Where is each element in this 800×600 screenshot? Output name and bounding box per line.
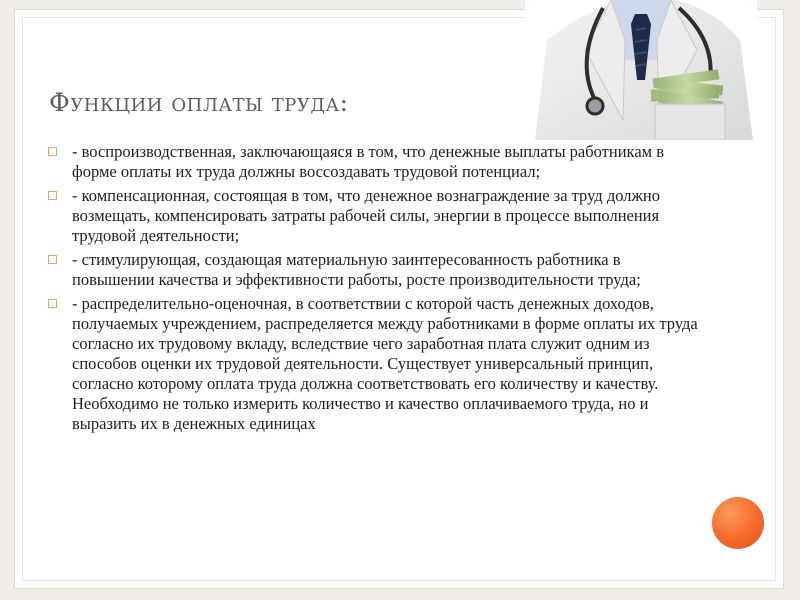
list-item [48, 294, 698, 434]
square-bullet-icon [48, 191, 57, 200]
square-bullet-icon [48, 299, 57, 308]
orange-circle-decoration [712, 497, 764, 549]
bullet-text: - компенсационная, состоящая в том, что денежное вознаграждение за труд должно возмещать, компенсировать затраты рабочей силы, энергии в процессе выполнения трудовой деятельности; [72, 186, 660, 245]
bullet-text: - стимулирующая, создающая материальную заинтересованность работника в повышении качества и эффективности работы, росте производительности труда; [72, 250, 641, 289]
list-item [48, 142, 698, 182]
list-item [48, 250, 698, 290]
list-item [48, 186, 698, 246]
square-bullet-icon [48, 147, 57, 156]
doctor-illustration [525, 0, 757, 140]
page-title: Функции оплаты труда: [49, 88, 349, 117]
bullet-list [48, 142, 698, 438]
bullet-text: - распределительно-оценочная, в соответствии с которой часть денежных доходов, получаемых учреждением, распределяется между работниками в форме оплаты их труда согласно их трудовому вкладу, вследствие чего заработная плата служит одним из способов оценки их трудовой деятельности. Существует универсальный принцип, согласно которому оплата труда должна соответствовать его количеству и качеству. Необходимо не только измерить количество и качество оплачиваемого труда, но и выразить их в денежных единицах [72, 294, 698, 433]
bullet-text: - воспроизводственная, заключающаяся в том, что денежные выплаты работникам в форме оплаты их труда должны воссоздавать трудовой потенциал; [72, 142, 664, 181]
doctor-with-money-image [525, 0, 757, 140]
square-bullet-icon [48, 255, 57, 264]
